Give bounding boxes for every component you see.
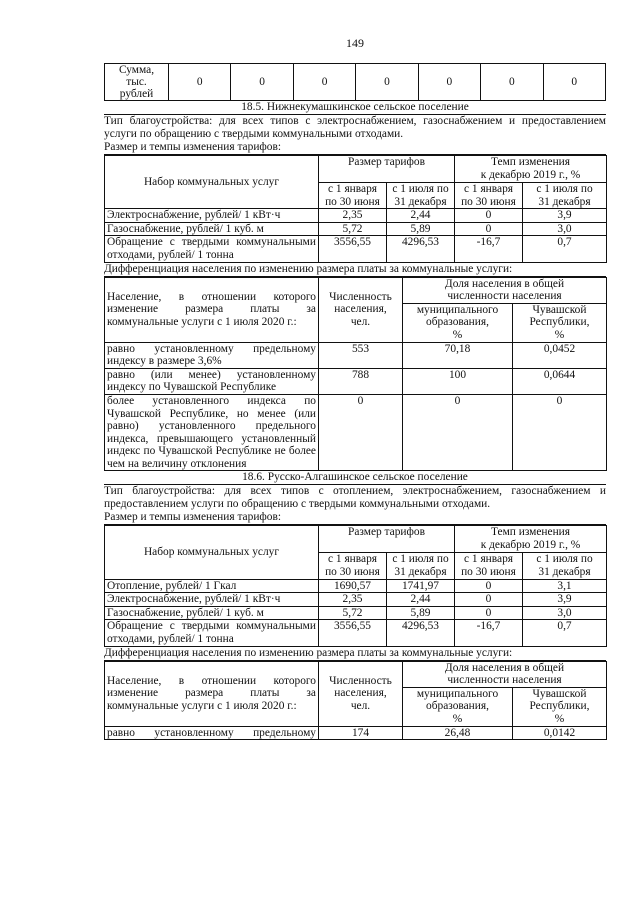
header-population: Население, в отношении которого изменение размера платы за коммунальные услуги с 1 июля 2020 г.:	[105, 277, 319, 342]
rate-value: 0	[455, 209, 523, 223]
header-line: с 1 июля по	[536, 553, 593, 566]
header-line: 31 декабря	[538, 566, 591, 579]
header-line: с 1 января	[464, 553, 513, 566]
service-name: Электроснабжение, рублей/ 1 кВт·ч	[105, 209, 319, 223]
rate-value: 3,9	[523, 209, 607, 223]
header-line: Темп изменения	[491, 156, 571, 168]
header-line: по 30 июня	[325, 195, 380, 208]
header-period	[523, 183, 607, 209]
header-line: чел.	[350, 315, 371, 328]
header-line: 31 декабря	[394, 195, 447, 208]
share-republic: 0,0452	[513, 342, 607, 368]
service-name: Электроснабжение, рублей/ 1 кВт·ч	[105, 593, 319, 607]
header-service-set: Набор коммунальных услуг	[105, 156, 319, 209]
rate-value: 0	[455, 222, 523, 236]
table-row	[105, 620, 607, 646]
header-municipal	[403, 303, 513, 342]
table-row	[105, 726, 607, 740]
table-row	[105, 394, 607, 471]
header-share	[403, 661, 607, 687]
header-line: Темп изменения	[491, 526, 571, 539]
rate-value: 0	[455, 593, 523, 607]
header-line: по 30 июня	[461, 566, 516, 579]
tariff-value: 2,44	[387, 593, 455, 607]
header-change-rate	[455, 526, 607, 553]
sizes-heading: Размер и темпы изменения тарифов:	[104, 141, 606, 155]
tariff-value: 4296,53	[387, 236, 455, 262]
header-tariff-size: Размер тарифов	[319, 526, 455, 553]
population-count: 174	[319, 726, 403, 740]
table-row	[105, 64, 606, 101]
header-line: с 1 июля по	[536, 183, 593, 195]
rate-value: 3,9	[523, 593, 607, 607]
sum-label-line: Сумма,	[118, 64, 155, 76]
sizes-heading: Размер и темпы изменения тарифов:	[104, 511, 606, 525]
service-name: Газоснабжение, рублей/ 1 куб. м	[105, 606, 319, 620]
header-line: %	[452, 713, 463, 725]
sum-value: 0	[356, 64, 418, 101]
section-type-text: Тип благоустройства: для всех типов с отоплением, электроснабжением, газоснабжением и предоставлением услуги по обращению с твердыми коммунальными отходами.	[104, 485, 606, 511]
header-line: с 1 июля по	[392, 183, 449, 195]
header-period	[319, 183, 387, 209]
section-title: 18.5. Нижнекумашкинское сельское поселение	[104, 101, 606, 115]
population-table	[104, 277, 607, 472]
diff-heading: Дифференциация населения по изменению размера платы за коммунальные услуги:	[104, 263, 606, 277]
header-line: %	[554, 713, 565, 725]
header-share	[403, 277, 607, 303]
header-line: Численность	[329, 290, 392, 303]
table-header-row	[105, 526, 607, 553]
header-republic	[513, 303, 607, 342]
table-row	[105, 236, 607, 262]
header-line: по 30 июня	[325, 566, 380, 579]
tariff-value: 2,35	[319, 209, 387, 223]
share-republic: 0	[513, 394, 607, 471]
header-municipal	[403, 687, 513, 726]
service-name: Отопление, рублей/ 1 Гкал	[105, 579, 319, 593]
header-period	[455, 183, 523, 209]
table-row	[105, 209, 607, 223]
header-line: Чувашской	[532, 303, 587, 316]
header-line: Республики,	[529, 316, 590, 329]
header-count	[319, 661, 403, 726]
header-line: 31 декабря	[538, 195, 591, 208]
tariff-value: 2,35	[319, 593, 387, 607]
service-name: Газоснабжение, рублей/ 1 куб. м	[105, 222, 319, 236]
header-line: с 1 января	[328, 553, 377, 566]
rate-value: 0	[455, 606, 523, 620]
header-population: Население, в отношении которого изменение размера платы за коммунальные услуги с 1 июля 2020 г.:	[105, 661, 319, 726]
header-line: муниципального	[416, 303, 499, 316]
rate-value: 3,0	[523, 606, 607, 620]
header-line: с 1 января	[328, 183, 377, 195]
header-line: по 30 июня	[461, 195, 516, 208]
header-period	[387, 183, 455, 209]
header-service-set: Набор коммунальных услуг	[105, 526, 319, 579]
tariff-value: 4296,53	[387, 620, 455, 646]
share-municipal: 0	[403, 394, 513, 471]
sum-value: 0	[543, 64, 605, 101]
tariff-value: 1741,97	[387, 579, 455, 593]
header-line: 31 декабря	[394, 566, 447, 579]
header-line: Доля населения в общей	[444, 661, 565, 674]
header-line: чел.	[350, 699, 371, 712]
population-category: равно установленному предельному	[105, 726, 319, 740]
sum-table	[104, 63, 606, 101]
population-table	[104, 661, 607, 741]
header-tariff-size: Размер тарифов	[319, 156, 455, 183]
table-row	[105, 222, 607, 236]
table-header-row	[105, 156, 607, 183]
share-municipal: 100	[403, 368, 513, 394]
table-row	[105, 579, 607, 593]
share-municipal: 26,48	[403, 726, 513, 740]
population-count: 0	[319, 394, 403, 471]
tariff-table	[104, 155, 607, 263]
header-line: Доля населения в общей	[444, 277, 565, 290]
tariff-value: 5,72	[319, 222, 387, 236]
header-change-rate	[455, 156, 607, 183]
document-page	[104, 36, 606, 740]
table-row	[105, 368, 607, 394]
sum-label-line: тыс.	[126, 76, 147, 88]
header-line: образования,	[426, 700, 489, 713]
section-title: 18.6. Русско-Алгашинское сельское поселение	[104, 471, 606, 485]
population-count: 553	[319, 342, 403, 368]
population-count: 788	[319, 368, 403, 394]
header-line: населения,	[334, 303, 387, 316]
tariff-value: 5,72	[319, 606, 387, 620]
rate-value: 3,0	[523, 222, 607, 236]
header-line: Республики,	[529, 700, 590, 713]
rate-value: -16,7	[455, 236, 523, 262]
header-line: Чувашской	[532, 687, 587, 700]
header-period	[455, 553, 523, 579]
header-line: к декабрю 2019 г., %	[480, 168, 581, 181]
tariff-value: 5,89	[387, 222, 455, 236]
tariff-value: 5,89	[387, 606, 455, 620]
sum-value: 0	[169, 64, 231, 101]
tariff-value: 2,44	[387, 209, 455, 223]
sum-label-line: рублей	[119, 88, 154, 100]
rate-value: -16,7	[455, 620, 523, 646]
service-name: Обращение с твердыми коммунальными отходами, рублей/ 1 тонна	[105, 236, 319, 262]
sum-value: 0	[231, 64, 293, 101]
header-period	[319, 553, 387, 579]
rate-value: 0	[455, 579, 523, 593]
share-republic: 0,0644	[513, 368, 607, 394]
header-line: численности населения	[447, 290, 562, 303]
header-line: %	[452, 328, 463, 341]
table-row	[105, 606, 607, 620]
table-header-row	[105, 277, 607, 303]
tariff-table	[104, 525, 607, 646]
table-row	[105, 593, 607, 607]
header-line: %	[554, 328, 565, 341]
table-header-row	[105, 661, 607, 687]
page-number: 149	[346, 36, 364, 50]
population-category: равно (или менее) установленному индексу по Чувашской Республике	[105, 368, 319, 394]
header-republic	[513, 687, 607, 726]
header-line: образования,	[426, 316, 489, 329]
section-type-text: Тип благоустройства: для всех типов с электроснабжением, газоснабжением и предоставлением услуги по обращению с твердыми коммунальными отходами.	[104, 115, 606, 140]
tariff-value: 3556,55	[319, 236, 387, 262]
tariff-value: 3556,55	[319, 620, 387, 646]
header-line: с 1 июля по	[392, 553, 449, 566]
header-count	[319, 277, 403, 342]
sum-value: 0	[481, 64, 543, 101]
sum-value: 0	[293, 64, 355, 101]
sum-label-cell	[105, 64, 169, 101]
tariff-value: 1690,57	[319, 579, 387, 593]
rate-value: 0,7	[523, 620, 607, 646]
service-name: Обращение с твердыми коммунальными отходами, рублей/ 1 тонна	[105, 620, 319, 646]
header-line: населения,	[334, 687, 387, 700]
header-period	[387, 553, 455, 579]
sum-value: 0	[418, 64, 480, 101]
diff-heading: Дифференциация населения по изменению размера платы за коммунальные услуги:	[104, 647, 606, 661]
header-line: муниципального	[416, 687, 499, 700]
header-line: к декабрю 2019 г., %	[480, 539, 581, 552]
share-republic: 0,0142	[513, 726, 607, 740]
header-line: Численность	[329, 674, 392, 687]
population-category: равно установленному предельному индексу в размере 3,6%	[105, 342, 319, 368]
header-period	[523, 553, 607, 579]
population-category: более установленного индекса по Чувашской Республике, но менее (или равно) установленного предельного индекса, превышающего установленный индекс по Чувашской Республике не более чем на величину отклонения	[105, 394, 319, 471]
table-row	[105, 342, 607, 368]
header-line: численности населения	[447, 674, 562, 687]
rate-value: 0,7	[523, 236, 607, 262]
rate-value: 3,1	[523, 579, 607, 593]
header-line: с 1 января	[464, 183, 513, 195]
share-municipal: 70,18	[403, 342, 513, 368]
